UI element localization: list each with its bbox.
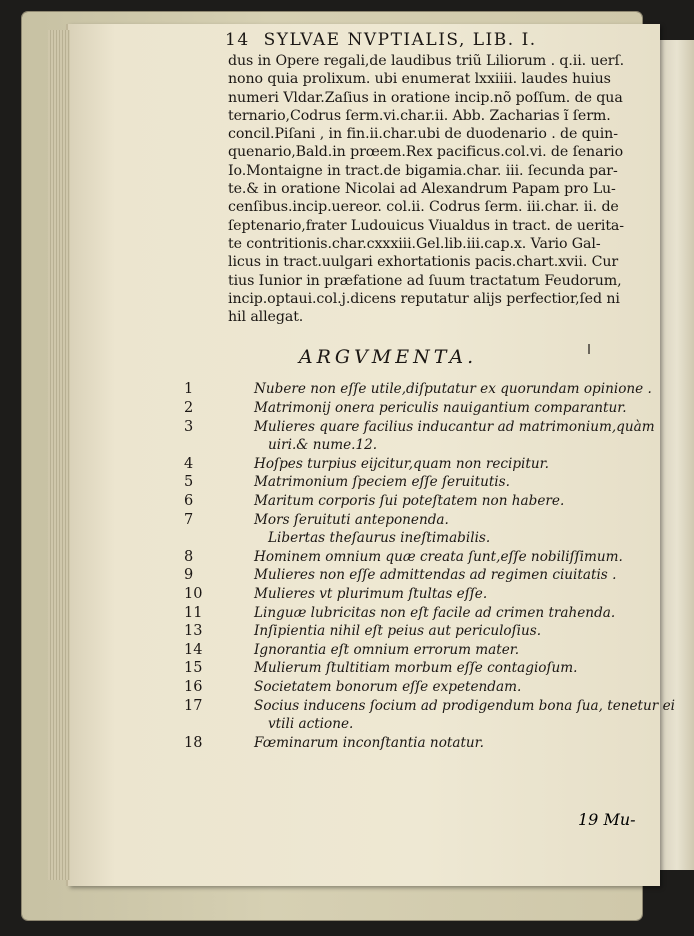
argument-text: Socius inducens ſocium ad prodigendum bona ſua, tenetur ei bbox=[254, 697, 675, 714]
argument-number: 1 bbox=[184, 381, 194, 398]
body-line: numeri Vldar.Zaſius in oratione incip.nõ poſſum. de qua bbox=[228, 89, 623, 106]
running-title: SYLVAE NVPTIALIS, LIB. I. bbox=[263, 30, 537, 50]
argument-text: Mors ſeruituti anteponenda. bbox=[254, 511, 449, 528]
body-line: cenſibus.incip.uereor. col.ii. Codrus ſerm. iii.char. ii. de bbox=[228, 199, 619, 216]
argument-number: 15 bbox=[184, 660, 203, 677]
argument-text: Linguæ lubricitas non eſt facile ad crimen trahenda. bbox=[254, 604, 616, 621]
running-head bbox=[225, 28, 648, 52]
body-line: dus in Opere regali,de laudibus triũ Liliorum . q.ii. uerſ. bbox=[228, 53, 625, 69]
argument-item bbox=[184, 622, 648, 641]
argument-item bbox=[184, 455, 648, 474]
argument-item bbox=[184, 585, 648, 604]
body-line: hil allegat. bbox=[228, 309, 304, 326]
argument-text: Nubere non eſſe utile,diſputatur ex quorundam opinione . bbox=[254, 381, 652, 398]
argument-text: Hominem omnium quæ creata ſunt,eſſe nobiliſſimum. bbox=[254, 548, 623, 565]
argument-number: 16 bbox=[184, 678, 203, 695]
argument-item bbox=[184, 380, 652, 399]
argument-number: 7 bbox=[184, 511, 194, 528]
argument-item bbox=[184, 734, 648, 753]
catchword: 19 Mu- bbox=[578, 810, 636, 829]
argument-item bbox=[184, 399, 648, 418]
body-line: te contritionis.char.cxxxiii.Gel.lib.iii.cap.x. Vario Gal- bbox=[228, 235, 601, 252]
argument-item bbox=[184, 511, 648, 530]
argument-number: 17 bbox=[184, 697, 203, 714]
argument-number: 9 bbox=[184, 567, 194, 584]
body-line: ternario,Codrus ſerm.vi.char.ii. Abb. Zacharias ĩ ſerm. bbox=[228, 107, 611, 124]
argument-item bbox=[184, 659, 648, 678]
body-line: tius Iunior in præfatione ad ſuum tractatum Feudorum, bbox=[228, 272, 622, 289]
argument-number: 4 bbox=[184, 455, 194, 472]
body-text bbox=[228, 52, 648, 326]
argument-text: uiri.& nume.12. bbox=[268, 437, 378, 454]
argument-item bbox=[184, 604, 648, 623]
argument-text: Mulierum ſtultitiam morbum eſſe contagioſum. bbox=[254, 660, 578, 677]
arguments-list bbox=[184, 380, 675, 752]
argument-number: 14 bbox=[184, 641, 203, 658]
arguments-heading: ARGVMENTA. bbox=[298, 346, 478, 369]
body-line: nono quia prolixum. ubi enumerat lxxiiii. laudes huius bbox=[228, 71, 611, 88]
argument-text: Maritum corporis ſui poteſtatem non habere. bbox=[254, 493, 565, 510]
facing-page-edge bbox=[660, 40, 694, 870]
body-line: concil.Piſani , in fin.ii.char.ubi de duodenario . de quin- bbox=[228, 126, 618, 143]
page-content bbox=[184, 28, 675, 752]
body-line: ſeptenario,frater Ludouicus Viualdus in tract. de uerita- bbox=[228, 217, 624, 234]
argument-item bbox=[184, 548, 648, 567]
argument-item bbox=[184, 418, 655, 437]
argument-text: vtili actione. bbox=[268, 716, 354, 733]
argument-number: 6 bbox=[184, 493, 194, 510]
argument-number: 8 bbox=[184, 548, 194, 565]
argument-number: 18 bbox=[184, 734, 203, 751]
body-line: incip.optaui.col.j.dicens reputatur alijs perfectior,ſed ni bbox=[228, 290, 620, 307]
body-line: licus in tract.uulgari exhortationis pacis.chart.xvii. Cur bbox=[228, 254, 619, 271]
argument-number: 13 bbox=[184, 623, 203, 640]
argument-text: Fœminarum inconſtantia notatur. bbox=[254, 734, 484, 751]
page-edges bbox=[48, 30, 70, 880]
page-number: 14 bbox=[225, 30, 250, 50]
argument-text: Ignorantia eſt omnium errorum mater. bbox=[254, 641, 520, 658]
argument-number: 5 bbox=[184, 474, 194, 491]
argument-text: Matrimonium ſpeciem eſſe ſeruitutis. bbox=[254, 474, 510, 491]
body-line: quenario,Bald.in prœem.Rex pacificus.col.vi. de ſenario bbox=[228, 144, 624, 161]
argument-number: 10 bbox=[184, 585, 203, 602]
argument-number: 3 bbox=[184, 418, 194, 435]
argument-text: Libertas theſaurus ineſtimabilis. bbox=[268, 530, 491, 547]
argument-text: Mulieres non eſſe admittendas ad regimen ciuitatis . bbox=[254, 567, 617, 584]
argument-item-continuation bbox=[226, 715, 648, 734]
argument-item bbox=[184, 473, 648, 492]
argument-item bbox=[184, 492, 648, 511]
argument-text: Matrimonij onera periculis nauigantium comparantur. bbox=[254, 400, 627, 417]
argument-text: Inſipientia nihil eſt peius aut periculoſius. bbox=[254, 623, 542, 640]
argument-item bbox=[184, 641, 648, 660]
body-line: te.& in oratione Nicolai ad Alexandrum Papam pro Lu- bbox=[228, 181, 616, 198]
argument-text: Mulieres quare facilius inducantur ad matrimonium,quàm bbox=[254, 418, 655, 435]
argument-item bbox=[184, 697, 675, 716]
argument-item bbox=[184, 566, 648, 585]
argument-item bbox=[184, 678, 648, 697]
argument-text: Hoſpes turpius eijcitur,quam non recipitur. bbox=[254, 455, 549, 472]
argument-number: 11 bbox=[184, 604, 203, 621]
argument-text: Mulieres vt plurimum ſtultas eſſe. bbox=[254, 585, 488, 602]
argument-number: 2 bbox=[184, 400, 194, 417]
argument-text: Societatem bonorum eſſe expetendam. bbox=[254, 678, 522, 695]
pencil-mark bbox=[588, 344, 590, 354]
body-line: Io.Montaigne in tract.de bigamia.char. iii. ſecunda par- bbox=[228, 162, 618, 179]
argument-item-continuation bbox=[226, 529, 648, 548]
argument-item-continuation bbox=[226, 436, 648, 455]
